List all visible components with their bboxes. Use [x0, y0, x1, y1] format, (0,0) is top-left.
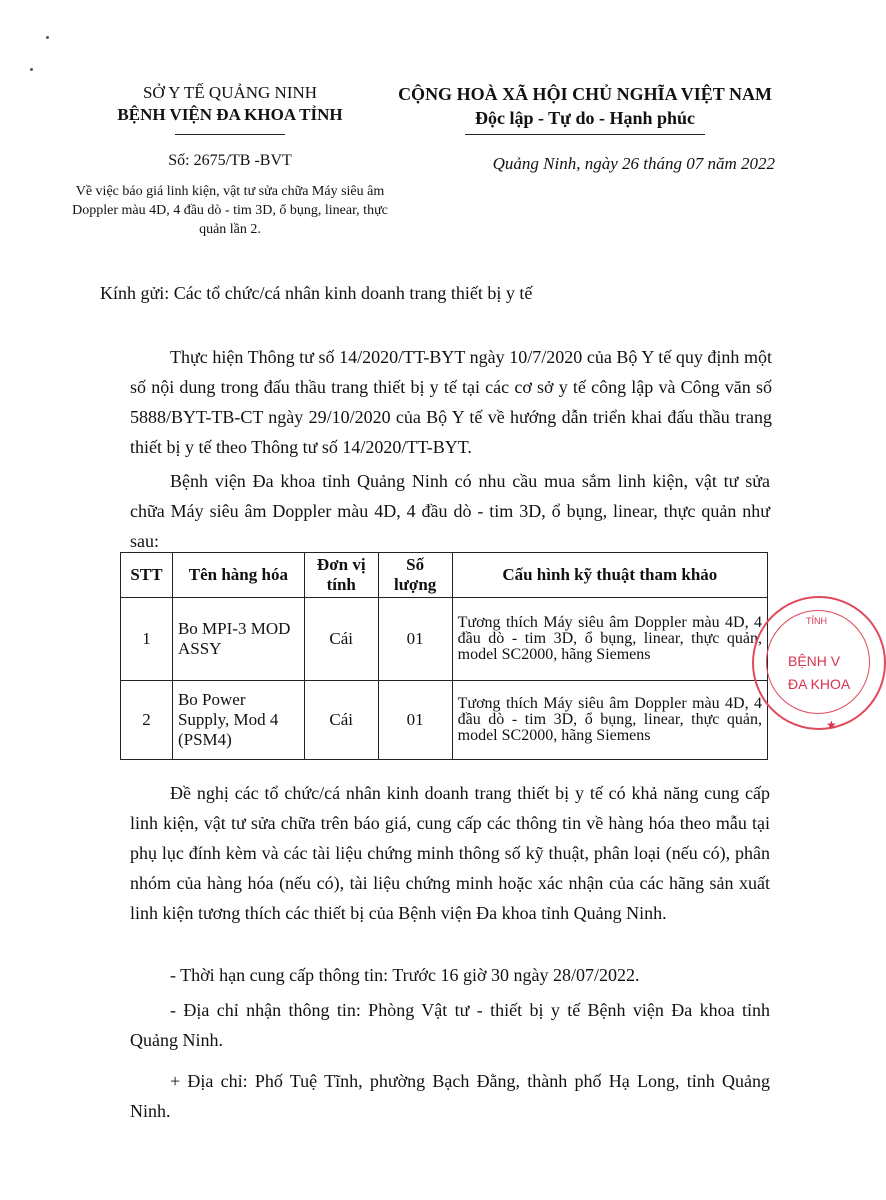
table-header-row [121, 553, 768, 598]
cell-stt: 2 [121, 681, 173, 760]
motto-underline [465, 134, 705, 135]
paragraph-legal-basis: Thực hiện Thông tư số 14/2020/TT-BYT ngày 10/7/2020 của Bộ Y tế quy định một số nội dung trong đấu thầu trang thiết bị y tế tại các cơ sở y tế công lập và Công văn số 5888/BYT-TB-CT ngày 29/10/2020 của Bộ Y tế về hướng dẫn triển khai đấu thầu trang thiết bị y tế theo Thông tư số 14/2020/TT-BYT. [130, 347, 772, 457]
stamp-text-line2: ĐA KHOA [788, 676, 851, 692]
cell-spec: Tương thích Máy siêu âm Doppler màu 4D, 4 đầu dò - tim 3D, ổ bụng, linear, thực quản, model SC2000, hãng Siemens [452, 598, 767, 681]
issuer-header [60, 82, 400, 135]
scan-speck [46, 36, 49, 39]
cell-spec: Tương thích Máy siêu âm Doppler màu 4D, 4 đầu dò - tim 3D, ổ bụng, linear, thực quản, model SC2000, hãng Siemens [452, 681, 767, 760]
cell-quantity: 01 [378, 681, 452, 760]
country-name: CỘNG HOÀ XÃ HỘI CHỦ NGHĨA VIỆT NAM [398, 84, 772, 104]
header-quantity: Số lượng [378, 553, 452, 598]
table-row [121, 598, 768, 681]
header-stt: STT [121, 553, 173, 598]
cell-unit: Cái [304, 681, 378, 760]
cell-unit: Cái [304, 598, 378, 681]
document-subject: Về việc báo giá linh kiện, vật tư sửa chữa Máy siêu âm Doppler màu 4D, 4 đầu dò - tim 3D, ổ bụng, linear, thực quản lần 2. [72, 184, 388, 237]
national-header [375, 82, 795, 135]
header-spec: Cấu hình kỹ thuật tham khảo [452, 553, 767, 598]
cell-quantity: 01 [378, 598, 452, 681]
paragraph-receiving-office: - Địa chỉ nhận thông tin: Phòng Vật tư - thiết bị y tế Bệnh viện Đa khoa tỉnh Quảng Ninh. [130, 1000, 770, 1050]
items-table [120, 552, 768, 760]
scan-speck [30, 68, 33, 71]
cell-item-name: Bo Power Supply, Mod 4 (PSM4) [172, 681, 304, 760]
stamp-top-text: TỈNH [806, 616, 827, 626]
table-row [121, 681, 768, 760]
paragraph-deadline: - Thời hạn cung cấp thông tin: Trước 16 giờ 30 ngày 28/07/2022. [170, 965, 640, 985]
hospital-name: BỆNH VIỆN ĐA KHOA TỈNH [117, 105, 343, 124]
stamp-star-icon: ★ [826, 718, 837, 732]
stamp-text-line1: BỆNH V [788, 653, 841, 669]
cell-item-name: Bo MPI-3 MOD ASSY [172, 598, 304, 681]
header-item-name: Tên hàng hóa [172, 553, 304, 598]
hospital-seal-stamp [752, 596, 886, 730]
paragraph-proposal: Đề nghị các tổ chức/cá nhân kinh doanh trang thiết bị y tế có khả năng cung cấp linh kiện, vật tư sửa chữa trên báo giá, cung cấp các thông tin về hàng hóa theo mẫu tại phụ lục đính kèm và các tài liệu chứng minh thông số kỹ thuật, phân loại (nếu có), phân nhóm của hàng hóa (nếu có), tài liệu chứng minh hoặc xác nhận của các hãng sản xuất linh kiện tương thích các thiết bị của Bệnh viện Đa khoa tỉnh Quảng Ninh. [130, 783, 770, 923]
date-line: Quảng Ninh, ngày 26 tháng 07 năm 2022 [492, 154, 775, 173]
paragraph-request: Bệnh viện Đa khoa tỉnh Quảng Ninh có nhu cầu mua sắm linh kiện, vật tư sửa chữa Máy siêu âm Doppler màu 4D, 4 đầu dò - tim 3D, ổ bụng, linear, thực quản như sau: [130, 471, 770, 551]
paragraph-address: + Địa chỉ: Phố Tuệ Tĩnh, phường Bạch Đằng, thành phố Hạ Long, tỉnh Quảng Ninh. [130, 1071, 770, 1121]
national-motto: Độc lập - Tự do - Hạnh phúc [474, 108, 696, 128]
header-unit: Đơn vị tính [304, 553, 378, 598]
header-underline [175, 134, 285, 135]
document-number: Số: 2675/TB -BVT [168, 152, 292, 169]
department-name: SỞ Y TẾ QUẢNG NINH [142, 83, 318, 102]
cell-stt: 1 [121, 598, 173, 681]
recipient-line: Kính gửi: Các tổ chức/cá nhân kinh doanh trang thiết bị y tế [100, 283, 533, 303]
